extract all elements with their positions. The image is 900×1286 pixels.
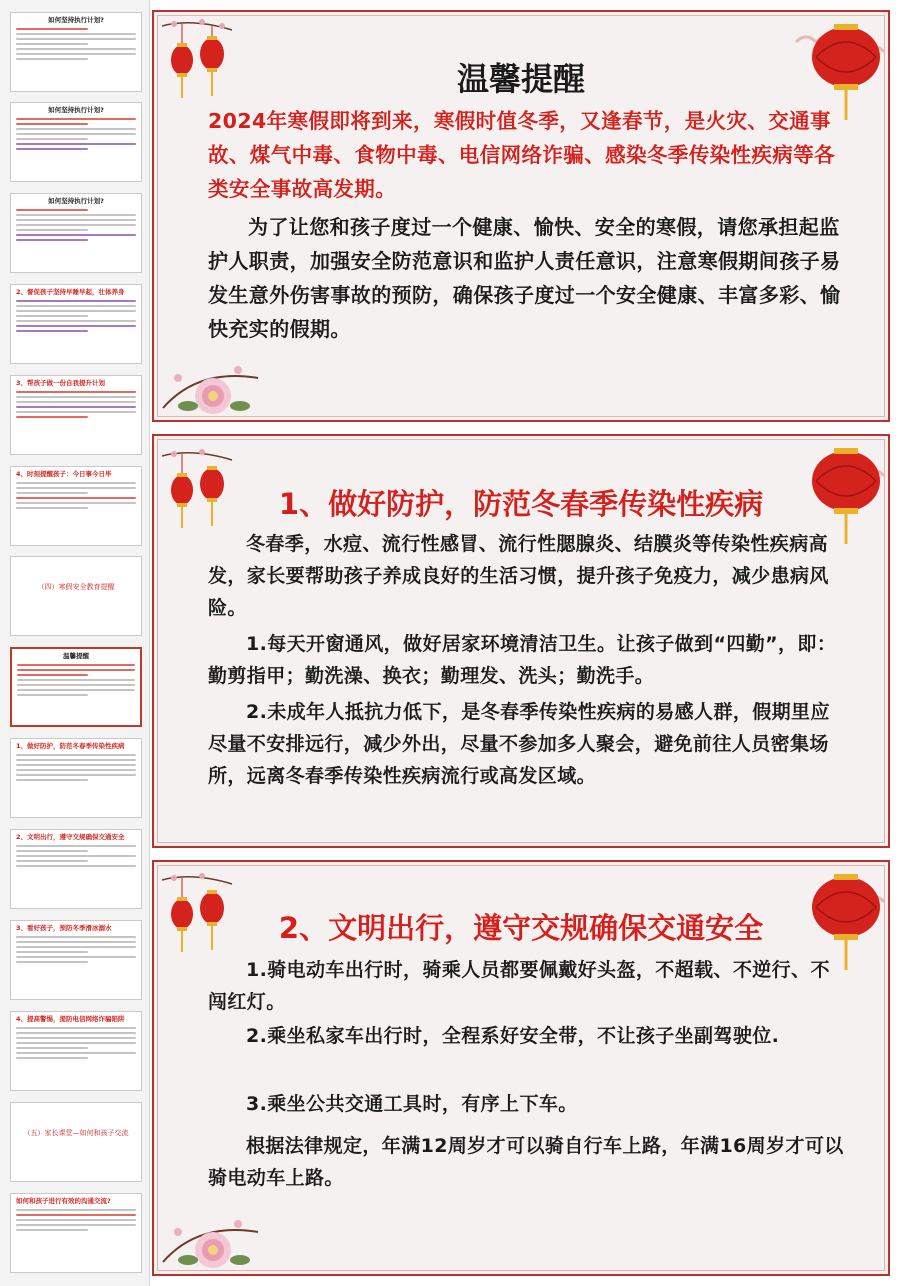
thumbnail-title: 2、督促孩子坚持早睡早起，壮体养身 <box>16 288 125 296</box>
body-paragraph: 1.骑电动车出行时，骑乘人员都要佩戴好头盔，不超载、不逆行、不闯红灯。 <box>208 959 830 1013</box>
thumbnail-title: 4、提高警惕，提防电信网络诈骗陷阱 <box>16 1015 125 1023</box>
slide-title: 2、文明出行，遵守交规确保交通安全 <box>278 911 764 945</box>
body-paragraph: 为了让您和孩子度过一个健康、愉快、安全的寒假，请您承担起监护人职责，加强安全防范意识和监护人责任意识，注意寒假期间孩子易发生意外伤害事故的预防，确保孩子度过一个安全健康、丰富多彩、愉快充实的假期。 <box>208 215 841 341</box>
slide-thumbnail-13[interactable] <box>10 1102 142 1182</box>
thumbnail-title: 如何坚持执行计划? <box>48 106 104 114</box>
slide-title: 1、做好防护，防范冬春季传染性疾病 <box>278 487 764 521</box>
slide-thumbnail-9[interactable] <box>10 738 142 818</box>
slide-thumbnail-10[interactable] <box>10 829 142 909</box>
body-paragraph: 冬春季，水痘、流行性感冒、流行性腮腺炎、结膜炎等传染性疾病高发，家长要帮助孩子养成良好的生活习惯，提升孩子免疫力，减少患病风险。 <box>208 533 829 619</box>
slide-warm-reminder <box>152 10 890 422</box>
slide-thumbnail-11[interactable] <box>10 920 142 1000</box>
slide-disease-prevention <box>152 434 890 848</box>
thumbnail-title: 4、时刻提醒孩子：今日事今日毕 <box>16 470 112 478</box>
thumbnail-title: 如何和孩子进行有效的沟通交流? <box>16 1197 111 1205</box>
thumbnail-title: 3、帮孩子做一份自我提升计划 <box>16 379 106 387</box>
slide-thumbnail-5[interactable] <box>10 375 142 455</box>
peony-flower-icon <box>158 348 268 418</box>
thumbnail-title: （五）家长课堂—如何和孩子交流 <box>23 1129 129 1137</box>
slide-thumbnail-8-selected[interactable] <box>10 647 142 727</box>
body-paragraph: 2.未成年人抵抗力低下，是冬春季传染性疾病的易感人群，假期里应尽量不安排远行，减少外出，尽量不参加多人聚会，避免前往人员密集场所，远离冬春季传染性疾病流行或高发区域。 <box>208 701 830 787</box>
thumbnail-title: 3、看好孩子，预防冬季滑冰溺水 <box>16 924 112 932</box>
body-paragraph: 2.乘坐私家车出行时，全程系好安全带，不让孩子坐副驾驶位. <box>246 1025 780 1047</box>
warning-paragraph: 2024年寒假即将到来，寒假时值冬季，又逢春节，是火灾、交通事故、煤气中毒、食物中毒、电信网络诈骗、感染冬季传染性疾病等各类安全事故高发期。 <box>208 109 835 201</box>
slide-thumbnail-4[interactable] <box>10 284 142 364</box>
slide-thumbnail-2[interactable] <box>10 102 142 182</box>
body-paragraph: 1.每天开窗通风，做好居家环境清洁卫生。让孩子做到“四勤”，即：勤剪指甲；勤洗澡、换衣；勤理发、洗头；勤洗手。 <box>208 633 837 687</box>
slide-thumbnail-6[interactable] <box>10 466 142 546</box>
slide-thumbnail-1[interactable] <box>10 12 142 92</box>
thumbnail-title: （四）寒假安全教育提醒 <box>37 583 115 591</box>
body-paragraph: 3.乘坐公共交通工具时，有序上下车。 <box>246 1093 578 1115</box>
slide-title: 温馨提醒 <box>456 60 585 98</box>
slide-thumbnail-14[interactable] <box>10 1193 142 1273</box>
slide-thumbnail-12[interactable] <box>10 1011 142 1091</box>
slide-thumbnail-7[interactable] <box>10 556 142 636</box>
thumbnail-title: 1、做好防护，防范冬春季传染性疾病 <box>16 742 125 750</box>
thumbnail-title: 如何坚持执行计划? <box>48 16 104 24</box>
slide-thumbnail-3[interactable] <box>10 193 142 273</box>
thumbnail-title: 如何坚持执行计划? <box>48 197 104 205</box>
thumbnail-title: 温馨提醒 <box>63 652 89 660</box>
body-paragraph: 根据法律规定，年满12周岁才可以骑自行车上路，年满16周岁才可以骑电动车上路。 <box>208 1135 844 1189</box>
peony-flower-icon <box>158 1202 268 1272</box>
slide-traffic-safety <box>152 860 890 1276</box>
thumbnail-title: 2、文明出行，遵守交规确保交通安全 <box>16 833 125 841</box>
slide-thumbnail-panel <box>0 0 150 1286</box>
